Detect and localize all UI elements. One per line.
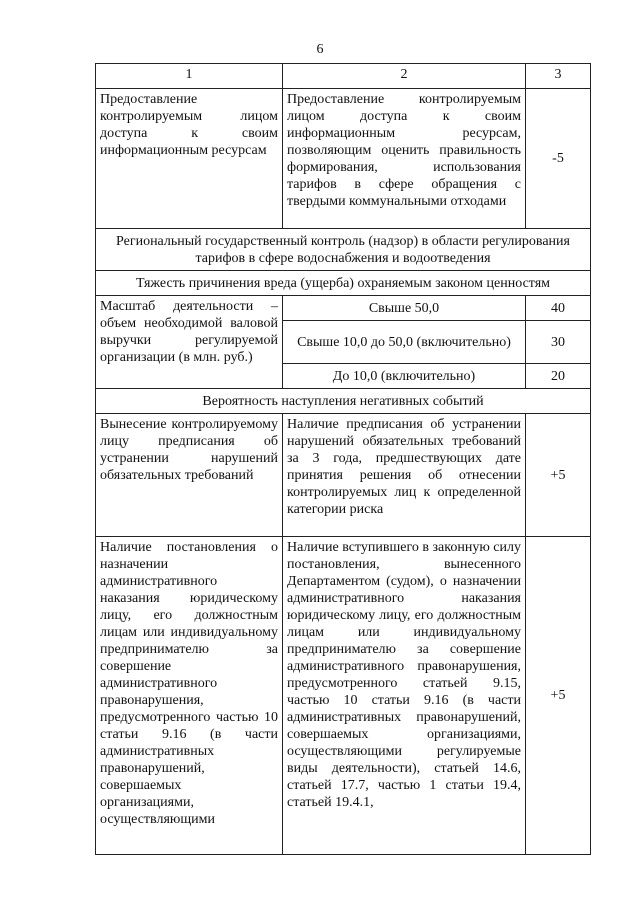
range-cell: Свыше 50,0 <box>283 296 526 321</box>
range-cell: До 10,0 (включительно) <box>283 364 526 389</box>
points-cell: 20 <box>526 364 591 389</box>
points-cell: -5 <box>526 89 591 229</box>
points-cell: +5 <box>526 414 591 537</box>
header-col-1: 1 <box>96 64 283 89</box>
section-title: Региональный государственный контроль (надзор) в области регулирования тарифов в сфере водоснабжения и водоотведения <box>96 229 591 271</box>
header-col-2: 2 <box>283 64 526 89</box>
criterion-cell: Вынесение контролируемому лицу предписания об устранении нарушений обязательных требований <box>96 414 283 537</box>
header-col-3: 3 <box>526 64 591 89</box>
indicator-cell: Наличие вступившего в законную силу постановления, вынесенного Департаментом (судом), о назначении административного наказания юридическому лицу, его должностным лицам или индивидуальному предпринимателю за совершение административного правонарушения, предусмотренного статьей 9.15, частью 10 статьи 9.16 (в части административных правонарушений, совершаемых организациями, осуществляющими регулируемые виды деятельности), статьей 14.6, статьей 17.7, частью 1 статьи 19.4, статьей 19.4.1, <box>283 537 526 855</box>
criterion-cell: Наличие постановления о назначении административного наказания юридическому лицу, его должностным лицам или индивидуальному предпринимателю за совершение административного правонарушения, предусмотренного частью 10 статьи 9.16 (в части административных правонарушений, совершаемых организациями, осуществляющими <box>96 537 283 855</box>
indicator-cell: Предоставление контролируемым лицом доступа к своим информационным ресурсам, позволяющим оценить правильность формирования, использования тарифов в сфере обращения с твердыми коммунальными отходами <box>283 89 526 229</box>
criterion-cell: Масштаб деятельности – объем необходимой валовой выручки регулируемой организации (в млн. руб.) <box>96 296 283 389</box>
points-cell: 30 <box>526 321 591 364</box>
risk-criteria-table <box>95 63 591 855</box>
section-title: Тяжесть причинения вреда (ущерба) охраняемым законом ценностям <box>96 271 591 296</box>
points-cell: +5 <box>526 537 591 855</box>
points-cell: 40 <box>526 296 591 321</box>
table-row-resolution <box>96 537 591 855</box>
table-row-access <box>96 89 591 229</box>
table-header-row <box>96 64 591 89</box>
indicator-cell: Наличие предписания об устранении нарушений обязательных требований за 3 года, предшествующих дате принятия решения об отнесении контролируемых лиц к определенной категории риска <box>283 414 526 537</box>
section-title: Вероятность наступления негативных событий <box>96 389 591 414</box>
section-probability <box>96 389 591 414</box>
table-row-prescription <box>96 414 591 537</box>
criterion-cell: Предоставление контролируемым лицом доступа к своим информационным ресурсам <box>96 89 283 229</box>
range-cell: Свыше 10,0 до 50,0 (включительно) <box>283 321 526 364</box>
section-regional-control <box>96 229 591 271</box>
table-row-scale-40 <box>96 296 591 321</box>
section-severity <box>96 271 591 296</box>
page-number: 6 <box>316 42 324 57</box>
